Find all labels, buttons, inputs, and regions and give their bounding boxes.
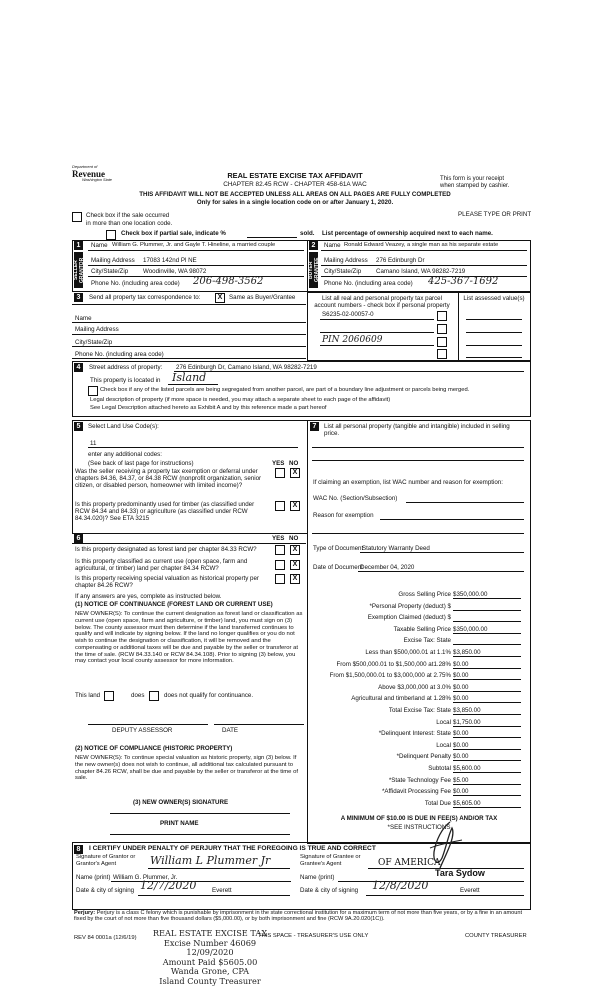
buyer-name-line [321, 250, 527, 251]
sec6-top-line [72, 543, 306, 544]
section-5-number: 5 [74, 422, 83, 431]
only-for-note: Only for sales in a single location code on or after January 1, 2020. [196, 199, 394, 206]
tax-row-label: Less than $500,000.01 at 1.1% [365, 649, 451, 656]
tax-row-value: $5,600.00 [453, 765, 521, 773]
assessed-line2 [466, 332, 522, 333]
sec3-top-line [72, 304, 306, 305]
sec3-name-line [72, 322, 306, 323]
parcel-3-checkbox[interactable] [437, 337, 447, 347]
tax-row-label: Gross Selling Price [398, 591, 451, 598]
tax-row-label: Exemption Claimed (deduct) $ [367, 614, 451, 622]
land-use-line [88, 447, 298, 448]
parcel-2: PIN 2060609 [322, 335, 383, 345]
minimum-due-note: A MINIMUM OF $10.00 IS DUE IN FEE(S) AND/OR TAX [340, 815, 498, 822]
perjury-notice [74, 910, 529, 923]
parcel-4-checkbox[interactable] [437, 349, 447, 359]
doc-date-line [358, 571, 524, 572]
treasurer-receipt-stamp [150, 929, 270, 987]
parcel-2-checkbox[interactable] [437, 324, 447, 334]
buyer-name-label: Name [324, 242, 341, 249]
tax-row-label: Total Excise Tax: State [388, 707, 451, 714]
seller-city-value: Woodinville, WA 98072 [143, 268, 207, 275]
tax-row-value: $350,000.00 [453, 626, 521, 634]
form-title: REAL ESTATE EXCISE TAX AFFIDAVIT [227, 171, 363, 180]
sec6-no-header: NO [289, 535, 299, 542]
sec3-name-label: Name [75, 315, 92, 322]
sec6-yes-header: YES [272, 535, 285, 542]
send-correspondence-label: Send all property tax correspondence to: [89, 294, 201, 301]
assessed-header: List assessed value(s) [463, 295, 525, 302]
stamp-line-3: 12/09/2020 [186, 947, 234, 958]
land-does-checkbox[interactable] [104, 691, 114, 701]
grantor-signature-label: Signature of Grantor or Grantor's Agent [76, 854, 136, 867]
multi-location-label2: in more than one location code. [86, 220, 173, 227]
tax-row-value: $5.00 [453, 777, 521, 785]
parcel-line3 [320, 345, 434, 346]
buyer-name-value: Ronald Edward Veazey, a single man as his separate estate [344, 242, 499, 248]
parcel-line1 [320, 319, 434, 320]
legal-desc-value: See Legal Description attached hereto as Exhibit A and by this reference made a part hereof [90, 405, 327, 411]
reason-exempt-line[interactable] [380, 519, 524, 520]
does-label: does [131, 692, 145, 699]
street-value: 276 Edinburgh Dr, Camano Island, WA 98282-7219 [176, 364, 317, 371]
sec6-q1: Is this property designated as forest land per chapter 84.33 RCW? [75, 546, 257, 553]
sec5-q2-yes[interactable] [275, 501, 285, 511]
tax-row-value: $0.00 [453, 684, 521, 692]
tax-row-label: *Delinquent Penalty [396, 753, 451, 761]
sec3-mail-line [72, 334, 306, 335]
if-any-yes: If any answers are yes, complete as instructed below. [75, 593, 222, 600]
legal-desc-label: Legal description of property (if more space is needed, you may attach a separate sheet to each page of the affidavit) [90, 397, 391, 403]
buyer-phone-label: Phone No. (including area code) [324, 280, 413, 287]
form-chapter: CHAPTER 82.45 RCW - CHAPTER 458-61A WAC [223, 181, 367, 188]
affidavit-warning: THIS AFFIDAVIT WILL NOT BE ACCEPTED UNLESS ALL AREAS ON ALL PAGES ARE FULLY COMPLETED [139, 191, 451, 198]
tax-row-label: Excise Tax: State [403, 637, 451, 645]
tax-row-value: $0.00 [453, 672, 521, 680]
land-use-label: Select Land Use Code(s): [88, 423, 159, 430]
list-pct-note: List percentage of ownership acquired next to each name. [322, 230, 493, 237]
tax-row-value [453, 603, 521, 611]
new-owner-signature-line[interactable] [110, 813, 290, 814]
buyer-phone-value: 425-367-1692 [428, 276, 499, 287]
sec6-q1-yes[interactable] [275, 545, 285, 555]
same-as-buyer-checkbox[interactable]: X [215, 293, 225, 303]
notice2-title: (2) NOTICE OF COMPLIANCE (HISTORIC PROPERTY) [75, 745, 233, 752]
name-print-line [111, 881, 291, 882]
buyer-vertical-label: BUYER GRANTEE [309, 252, 318, 288]
reason-exempt-label: Reason for exemption [313, 512, 374, 519]
multi-location-checkbox[interactable] [72, 212, 82, 222]
dept-line2: Revenue [72, 168, 105, 179]
land-does-not-checkbox[interactable] [149, 691, 159, 701]
tax-row-value: $0.00 [453, 753, 521, 761]
seller-name-line [88, 250, 304, 251]
stamp-line-2: Excise Number 46069 [163, 937, 257, 948]
date-city-line [138, 895, 290, 896]
doc-date-value: December 04, 2020 [360, 564, 415, 571]
notice2-body: NEW OWNER(S): To continue special valuation as historic property, sign (3) below. If the new owner(s) does not wish to continue, all additional tax calculated pursuant to chapter 84.26 RCW, shall be due and payable by the seller or transferor at the time of sale. [75, 755, 298, 782]
sec6-q3: Is this property receiving special valuation as historical property per chapter 84.26 RCW? [75, 575, 259, 590]
tax-row-label: From $1,500,000.01 to $3,000,000 at 2.75% [329, 672, 451, 680]
name-print2-line [338, 881, 524, 882]
located-in-label: This property is located in [90, 377, 161, 384]
assessed-box [458, 292, 531, 361]
claim-exemption-label: If claiming an exemption, list WAC number and reason for exemption: [313, 479, 503, 486]
located-in-value: Island [172, 371, 207, 384]
receipt-note1: This form is your receipt [440, 176, 505, 182]
tax-row-label: Subtotal [428, 765, 451, 772]
sec3-phone-label: Phone No. (including area code) [75, 351, 164, 358]
type-or-print: PLEASE TYPE OR PRINT [458, 211, 532, 218]
tax-row-label: *Delinquent Interest: State [378, 730, 451, 738]
sec6-q3-yes[interactable] [275, 574, 285, 584]
city2-signing-value: Everett [460, 887, 480, 894]
signature-flourish [412, 818, 472, 874]
tax-row-value: $0.00 [453, 695, 521, 703]
additional-codes-label: enter any additional codes: [88, 451, 162, 458]
deputy-assessor-label: DEPUTY ASSESSOR [112, 727, 173, 734]
sec3-city-line [72, 346, 306, 347]
date-city2-line [366, 895, 524, 896]
section-4-number: 4 [74, 363, 83, 372]
seller-name-value: William G. Plummer, Jr. and Gayle T. Hineline, a married couple [112, 242, 276, 248]
parcel-1-checkbox[interactable] [437, 311, 447, 321]
sec5-q2: Is this property predominantly used for timber (as classified under RCW 84.34 and 84.33) or agriculture (as classified under RCW 84.34.020)? See ETA 3215 [75, 501, 255, 523]
seller-mail-value: 17083 142nd Pl NE [143, 257, 197, 264]
doc-type-line [360, 552, 524, 553]
tax-row-value [453, 637, 521, 645]
segregated-checkbox[interactable] [88, 386, 98, 396]
stamp-line-4: Amount Paid $5605.00 [162, 956, 258, 967]
sec6-q1-no[interactable]: X [290, 545, 300, 555]
doc-date-label: Date of Document [313, 564, 363, 571]
does-not-label: does not qualify for continuance. [164, 692, 254, 699]
located-in-line [168, 384, 218, 385]
stamp-line-6: Island County Treasurer [159, 975, 261, 986]
buyer-city-label: City/State/Zip [324, 268, 362, 275]
date-city-label: Date & city of signing [76, 887, 135, 894]
grantor-signature[interactable]: William L Plummer Jr [150, 854, 271, 867]
parcel-header2: account numbers - check box if personal property [314, 302, 450, 309]
sec5-q1-yes[interactable] [275, 468, 285, 478]
perjury-text: Perjury is a class C felony which is punishable by imprisonment in the state correctional institution for a maximum term of not more than five years, or by a fine in an amount fixed by the court of not more than five thousand dollars ($5,000.00), or by both imprisonment and fine (RCW 9A.20.020(1C)). [74, 910, 523, 923]
dept-line1: Department of [72, 164, 98, 169]
county-treasurer-label: COUNTY TREASURER [465, 933, 527, 939]
seller-phone-label: Phone No. (including area code) [91, 280, 180, 287]
no-header: NO [289, 460, 299, 467]
form-number: REV 84 0001a (12/6/19) [74, 935, 137, 941]
buyer-mail-value: 276 Edinburgh Dr [376, 257, 425, 264]
yes-header: YES [272, 460, 285, 467]
sec3-phone-line [72, 358, 306, 359]
name-print2-value: Tara Sydow [435, 868, 485, 878]
sec6-q2-no[interactable]: X [290, 560, 300, 570]
sec6-q2-yes[interactable] [275, 560, 285, 570]
grantee-signature-stamp[interactable]: OF AMERICA [378, 858, 441, 868]
seller-vertical-label: SELLER GRANTOR [74, 252, 83, 288]
tax-row-label: Total Due [424, 799, 451, 807]
tax-row-value: $0.00 [453, 730, 521, 738]
date-signing-value: 12/7/2020 [140, 879, 197, 892]
tax-row-label: *State Technology Fee [388, 776, 451, 784]
tax-row-value: $350,000.00 [453, 591, 521, 599]
tax-row-label: *Affidavit Processing Fee [381, 788, 451, 796]
tax-row-value: $0.00 [453, 661, 521, 669]
name-print-label: Name (print) [76, 874, 111, 881]
tax-row-label: Local [436, 741, 451, 749]
multi-location-label: Check box if the sale occurred [86, 212, 170, 219]
tax-row-value: $0.00 [453, 742, 521, 750]
tax-row-label: From $500,000.01 to $1,500,000 at1.28% [336, 660, 451, 668]
reason-exempt-line2[interactable] [312, 533, 524, 534]
sec6-q2: Is this property classified as current use (open space, farm and agricultural, or timber) land per chapter 84.34 RCW? [75, 558, 248, 573]
wac-no-line[interactable] [406, 502, 524, 503]
street-line [174, 371, 524, 372]
print-name-line[interactable] [110, 834, 290, 835]
seller-phone-value: 206-498-3562 [193, 276, 264, 287]
deputy-line [88, 724, 208, 725]
segregated-label: Check box if any of the listed parcels are being segregated from another parcel, are part of a boundary line adjustment or parcels being merged. [100, 387, 470, 393]
stamp-line-1: REAL ESTATE EXCISE TAX [152, 928, 268, 938]
section-6-number: 6 [74, 534, 83, 543]
tax-row-value: $3,850.00 [453, 649, 521, 657]
deputy-date-label: DATE [222, 727, 239, 734]
sec5-q2-no[interactable]: X [290, 501, 300, 511]
print-name-label: PRINT NAME [160, 820, 199, 827]
seller-mail-line [88, 265, 304, 266]
tax-row-label: Local [436, 718, 451, 726]
sec5-q1-no[interactable]: X [290, 468, 300, 478]
partial-sale-pct-field[interactable] [247, 237, 297, 238]
buyer-mail-label: Mailing Address [324, 257, 368, 264]
sec6-q3-no[interactable]: X [290, 574, 300, 584]
notice1-body: NEW OWNER(S): To continue the current designation as forest land or classification as current use (open space, farm and agriculture, or timber) land, you must sign on (3) below. The county assessor must then determine if the land transferred continues to qualify and will indicate by signing below. If the land no longer qualifies or you do not wish to continue the designation or classification, it will be removed and the compensating or additional taxes will be due and payable by the seller or transferor at the time of sale. (RCW 84.33.140 or RCW 84.34.108). Prior to signing (3) below, you may contact your local county assessor for more information. [75, 611, 303, 665]
tax-row-value: $1,750.00 [453, 719, 521, 727]
same-as-buyer-label: Same as Buyer/Grantee [229, 294, 296, 301]
dept-line3: Washington State [82, 177, 112, 182]
personal-prop-line1 [312, 447, 524, 448]
street-label: Street address of property: [89, 364, 163, 371]
tax-row-value: $0.00 [453, 788, 521, 796]
tax-row-value: $3,850.00 [453, 707, 521, 715]
treasurer-space-label: THIS SPACE - TREASURER'S USE ONLY [258, 933, 369, 939]
certify-statement: I CERTIFY UNDER PENALTY OF PERJURY THAT THE FOREGOING IS TRUE AND CORRECT [89, 845, 376, 852]
section-8-number: 8 [74, 845, 83, 854]
tax-row-label: Taxable Selling Price [393, 625, 451, 633]
partial-sale-checkbox[interactable] [106, 230, 116, 240]
section-3-number: 3 [74, 293, 83, 302]
name-print-value: William G. Plummer, Jr. [113, 874, 178, 881]
parcel-header1: List all real and personal property tax parcel [321, 295, 443, 302]
doc-type-label: Type of Document [313, 545, 364, 552]
section-1-number: 1 [74, 241, 83, 250]
tax-row-value [453, 614, 521, 622]
buyer-city-value: Camano Island, WA 98282-7219 [376, 268, 466, 275]
seller-name-label: Name [91, 242, 108, 249]
assessed-line3 [466, 345, 522, 346]
perjury-label: Perjury: [74, 910, 96, 916]
sec5-q1: Was the seller receiving a property tax exemption or deferral under chapters 84.36, 84.37, or 84.38 RCW (nonprofit organization, senior citizen, or disabled person, homeowner with limited income)? [75, 468, 262, 490]
dor-logo [72, 165, 132, 182]
new-owner-signature-label: (3) NEW OWNER(S) SIGNATURE [133, 799, 229, 806]
notice1-title: (1) NOTICE OF CONTINUANCE (FOREST LAND OR CURRENT USE) [75, 601, 273, 608]
buyer-mail-line [321, 265, 527, 266]
date-city2-label: Date & city of signing [300, 887, 359, 894]
tax-row-label: *Personal Property (deduct) $ [369, 602, 451, 610]
seller-city-label: City/State/Zip [91, 268, 129, 275]
grantor-signature-line [148, 868, 290, 869]
name-print2-label: Name (print) [300, 874, 335, 881]
land-use-value: 11 [90, 440, 97, 447]
sec3-city-label: City/State/Zip [75, 339, 113, 346]
seller-mail-label: Mailing Address [91, 257, 135, 264]
tax-row-label: Above $3,000,000 at 3.0% [378, 683, 451, 691]
date2-signing-value: 12/8/2020 [372, 879, 429, 892]
parcel-1: S6235-02-00057-0 [322, 311, 374, 318]
assessed-line1 [466, 319, 522, 320]
list-personal-property: List all personal property (tangible and intangible) included in selling price. [324, 423, 510, 438]
assessed-line4 [466, 357, 522, 358]
section-7-number: 7 [310, 422, 319, 431]
doc-type-value: Statutory Warranty Deed [362, 545, 430, 552]
wac-no-label: WAC No. (Section/Subsection) [313, 495, 398, 502]
partial-sale-label: Check box if partial sale, indicate % [121, 230, 226, 237]
receipt-note2: when stamped by cashier. [440, 183, 510, 189]
stamp-line-5: Wanda Grone, CPA [170, 966, 250, 977]
sold-label: sold. [300, 230, 315, 237]
date-line [214, 724, 304, 725]
see-back-label: (See back of last page for instructions) [88, 460, 194, 467]
tax-row-value: $5,605.00 [453, 800, 521, 808]
sec3-mail-label: Mailing Address [75, 326, 119, 333]
see-instructions: *SEE INSTRUCTIONS [387, 824, 451, 831]
tax-row-label: Agricultural and timberland at 1.28% [351, 695, 451, 703]
city-signing-value: Everett [212, 887, 232, 894]
personal-prop-line2 [312, 460, 524, 461]
parcel-line2 [320, 332, 434, 333]
section-2-number: 2 [309, 241, 318, 250]
grantee-signature-label: Signature of Grantee or Grantee's Agent [300, 854, 361, 867]
this-land-label: This land [75, 692, 101, 699]
